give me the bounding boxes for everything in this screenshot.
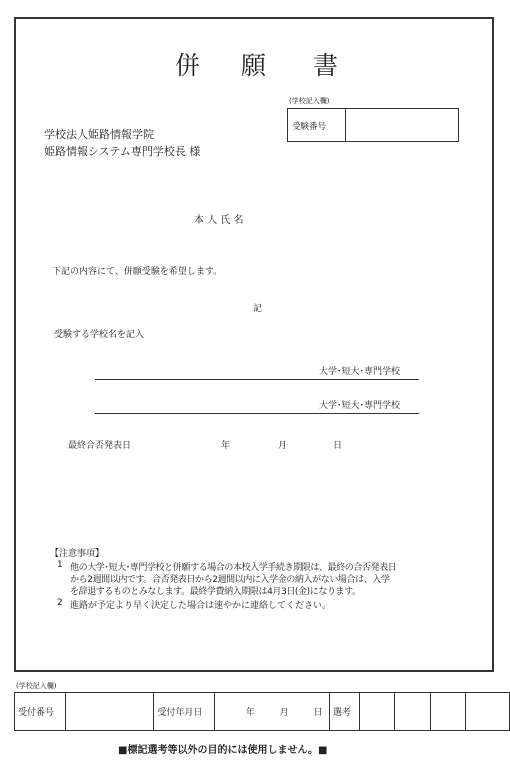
selection-field-1[interactable] xyxy=(359,693,395,731)
receipt-number-field[interactable] xyxy=(65,693,154,731)
result-date-label: 最終合否発表日 xyxy=(68,441,132,451)
selection-field-2[interactable] xyxy=(395,693,431,731)
result-date-day: 日 xyxy=(333,441,343,451)
ki-mark: 記 xyxy=(253,304,263,314)
note-1-number: 1 xyxy=(57,560,63,570)
receipt-date-year: 年 xyxy=(245,708,255,718)
title-char-1: 併 xyxy=(175,51,201,80)
note-2-text: 進路が予定より早く決定した場合は速やかに連絡してください。 xyxy=(70,601,332,611)
selection-label: 選考 xyxy=(329,693,359,731)
school-line-2[interactable] xyxy=(95,413,419,414)
note-1-line-3: を辞退するものとみなします。最終学費納入期限は4月3日(金)になります。 xyxy=(70,587,361,597)
school-line-1[interactable] xyxy=(95,379,419,380)
recipient-line-2: 姫路情報システム専門学校長 様 xyxy=(44,145,201,158)
school-box-header: (学校記入欄) xyxy=(289,97,330,105)
exam-number-field[interactable] xyxy=(345,108,459,142)
footer-notice: ■標記選考等以外の目的には使用しません。■ xyxy=(118,745,328,756)
title-char-2: 願 xyxy=(241,51,267,80)
receipt-date-label: 受付年月日 xyxy=(154,693,214,731)
applicant-name-label: 本 人 氏 名 xyxy=(194,215,244,226)
office-box-header: (学校記入欄) xyxy=(16,682,57,690)
school-suffix-1: 大学･短大･専門学校 xyxy=(319,367,401,377)
statement-text: 下記の内容にて、併願受験を希望します。 xyxy=(52,267,223,277)
note-2-number: 2 xyxy=(57,598,63,608)
note-1-line-2: から2週間以内です。合否発表日から2週間以内に入学金の納入がない場合は、入学 xyxy=(70,575,390,585)
office-table xyxy=(14,692,510,731)
receipt-date-field[interactable] xyxy=(214,693,329,731)
exam-number-label-cell xyxy=(287,108,346,142)
note-1-line-1: 他の大学･短大･専門学校と併願する場合の本校入学手続き期限は、最終の合否発表日 xyxy=(70,563,397,573)
selection-field-4[interactable] xyxy=(466,693,510,731)
schools-instruction: 受験する学校名を記入 xyxy=(54,330,145,340)
notes-header: 【注意事項】 xyxy=(50,549,105,559)
result-date-year: 年 xyxy=(221,441,231,451)
receipt-date-day: 日 xyxy=(313,708,323,718)
receipt-number-label: 受付番号 xyxy=(15,693,66,731)
receipt-date-month: 月 xyxy=(279,708,289,718)
recipient-line-1: 学校法人姫路情報学院 xyxy=(44,128,154,141)
school-suffix-2: 大学･短大･専門学校 xyxy=(319,401,401,411)
selection-field-3[interactable] xyxy=(430,693,466,731)
exam-number-label: 受験番号 xyxy=(292,122,327,132)
result-date-month: 月 xyxy=(278,441,288,451)
title-char-3: 書 xyxy=(313,51,339,80)
